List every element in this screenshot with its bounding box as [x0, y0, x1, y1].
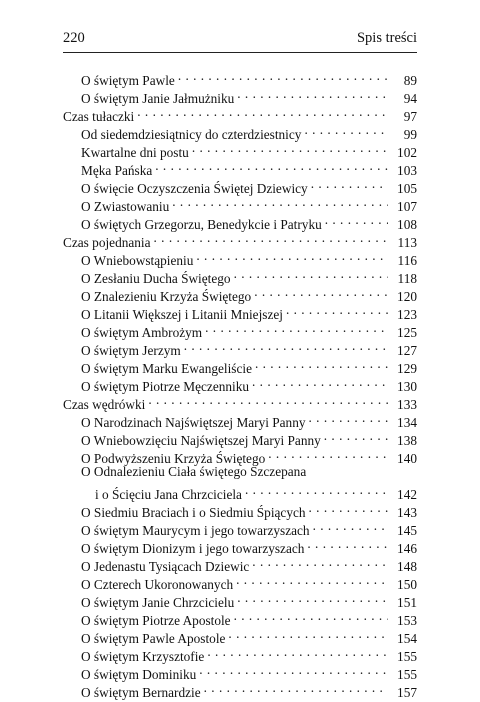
toc-entry-title: O Jedenastu Tysiącach Dziewic: [81, 559, 250, 574]
dot-leader: [237, 85, 388, 103]
toc-entry-title: O Zesłaniu Ducha Świętego: [81, 271, 231, 286]
toc-entry: [63, 481, 417, 502]
toc-entry-title: O świętym Dominiku: [81, 667, 197, 682]
dot-leader: [155, 157, 388, 175]
dot-leader: [154, 229, 388, 247]
toc-entry-title: O Odnalezieniu Ciała świętego Szczepana: [81, 464, 307, 479]
dot-leader: [325, 211, 388, 229]
toc-entry-page: 138: [388, 432, 417, 450]
toc-entry-page: 123: [388, 306, 417, 324]
dot-leader: [234, 265, 388, 283]
toc-entry-page: 97: [388, 108, 417, 126]
dot-leader: [172, 193, 388, 211]
toc-entry-page: 125: [388, 324, 417, 342]
toc-entry-page: 145: [388, 522, 417, 540]
dot-leader: [207, 643, 388, 661]
toc-entry-page: 155: [388, 666, 417, 684]
dot-leader: [309, 409, 388, 427]
dot-leader: [137, 103, 388, 121]
toc-entry-page: 120: [388, 288, 417, 306]
toc-entry-title: O świętym Bernardzie: [81, 685, 201, 700]
toc-entry-title: O Znalezieniu Krzyża Świętego: [81, 289, 252, 304]
toc-entry-page: 130: [388, 378, 417, 396]
toc-entry-page: 107: [388, 198, 417, 216]
toc-entry-title: O świętym Jerzym: [81, 343, 181, 358]
toc-entry-page: 103: [388, 162, 417, 180]
toc-entry-title: Kwartalne dni postu: [81, 145, 189, 160]
page-number: 220: [63, 30, 85, 46]
table-of-contents: [63, 67, 417, 700]
toc-entry-title: O świętym Krzysztofie: [81, 649, 205, 664]
toc-entry-page: 143: [388, 504, 417, 522]
toc-entry-title: O świętym Dionizym i jego towarzyszach: [81, 541, 305, 556]
page-header: [63, 30, 417, 50]
dot-leader: [205, 319, 388, 337]
toc-entry-title: O Wniebowzięciu Najświętszej Maryi Panny: [81, 433, 321, 448]
dot-leader: [245, 481, 388, 499]
toc-entry-page: 113: [388, 234, 417, 252]
toc-entry-page: 129: [388, 360, 417, 378]
toc-entry-title: O Zwiastowaniu: [81, 199, 170, 214]
dot-leader: [286, 301, 388, 319]
toc-entry-page: 99: [388, 126, 417, 144]
dot-leader: [268, 445, 388, 463]
toc-entry-page: 140: [388, 450, 417, 468]
toc-entry-page: 150: [388, 576, 417, 594]
dot-leader: [192, 139, 388, 157]
dot-leader: [196, 247, 388, 265]
toc-entry-title: O Narodzinach Najświętszej Maryi Panny: [81, 415, 306, 430]
toc-entry: [63, 67, 417, 88]
toc-entry-page: 116: [388, 252, 417, 270]
toc-entry-title: Czas tułaczki: [63, 109, 135, 124]
toc-entry-page: 154: [388, 630, 417, 648]
dot-leader: [255, 355, 388, 373]
toc-entry-title: i o Ścięciu Jana Chrzciciela: [95, 487, 242, 502]
dot-leader: [252, 553, 388, 571]
dot-leader: [204, 679, 388, 697]
toc-entry-title: O świętym Maurycym i jego towarzyszach: [81, 523, 310, 538]
toc-entry-title: O świętym Marku Ewangeliście: [81, 361, 252, 376]
toc-entry-title: O świętym Ambrożym: [81, 325, 203, 340]
dot-leader: [304, 121, 388, 139]
dot-leader: [324, 427, 388, 445]
toc-entry-page: 153: [388, 612, 417, 630]
toc-entry-title: Czas wędrówki: [63, 397, 146, 412]
toc-entry-title: O świętym Janie Jałmużniku: [81, 91, 235, 106]
toc-entry-page: 142: [388, 486, 417, 504]
toc-entry-page: 127: [388, 342, 417, 360]
header-rule: [63, 52, 417, 53]
toc-entry-title: Męka Pańska: [81, 163, 153, 178]
dot-leader: [254, 283, 388, 301]
toc-entry-page: 134: [388, 414, 417, 432]
toc-entry-page: 148: [388, 558, 417, 576]
toc-entry-page: 151: [388, 594, 417, 612]
dot-leader: [228, 625, 388, 643]
toc-entry-title: O świętym Pawle Apostole: [81, 631, 226, 646]
toc-entry-title: O Siedmiu Braciach i o Siedmiu Śpiących: [81, 505, 306, 520]
toc-entry-title: O świętym Pawle: [81, 73, 175, 88]
toc-entry-page: 108: [388, 216, 417, 234]
toc-entry-page: 89: [388, 72, 417, 90]
toc-entry-page: 94: [388, 90, 417, 108]
dot-leader: [178, 67, 388, 85]
toc-entry-title: O świętym Janie Chrzcicielu: [81, 595, 235, 610]
toc-entry-page: 155: [388, 648, 417, 666]
dot-leader: [237, 589, 388, 607]
toc-entry-title: O Wniebowstąpieniu: [81, 253, 194, 268]
dot-leader: [148, 391, 388, 409]
dot-leader: [313, 517, 388, 535]
toc-entry-title: O Litanii Większej i Litanii Mniejszej: [81, 307, 283, 322]
toc-entry: [63, 463, 417, 481]
dot-leader: [307, 535, 388, 553]
dot-leader: [234, 607, 388, 625]
toc-entry-title: O świętym Piotrze Apostole: [81, 613, 231, 628]
toc-entry-page: 102: [388, 144, 417, 162]
dot-leader: [199, 661, 388, 679]
toc-entry-title: O Podwyższeniu Krzyża Świętego: [81, 451, 266, 466]
toc-entry-title: O Czterech Ukoronowanych: [81, 577, 234, 592]
toc-entry-page: 146: [388, 540, 417, 558]
dot-leader: [311, 175, 388, 193]
dot-leader: [252, 373, 388, 391]
toc-entry-title: O świętych Grzegorzu, Benedykcie i Patryku: [81, 217, 322, 232]
toc-entry-title: O święcie Oczyszczenia Świętej Dziewicy: [81, 181, 308, 196]
toc-entry-title: O świętym Piotrze Męczenniku: [81, 379, 250, 394]
toc-entry-page: 105: [388, 180, 417, 198]
toc-entry-page: 133: [388, 396, 417, 414]
dot-leader: [184, 337, 388, 355]
toc-entry-title: Czas pojednania: [63, 235, 151, 250]
dot-leader: [236, 571, 388, 589]
toc-entry-page: 118: [388, 270, 417, 288]
dot-leader: [309, 499, 388, 517]
running-title: Spis treści: [356, 30, 417, 46]
toc-entry-page: 157: [388, 684, 417, 702]
toc-entry-title: Od siedemdziesiątnicy do czterdziestnicy: [81, 127, 302, 142]
